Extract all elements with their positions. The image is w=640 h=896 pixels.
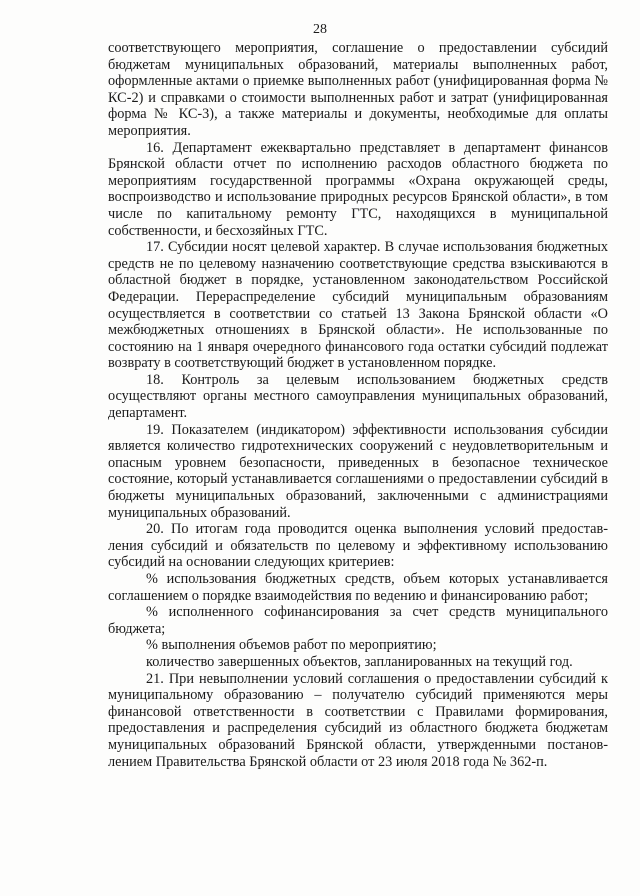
paragraph-17: 17. Субсидии носят целевой характер. В случае использования бюджетных средств не по целевому назначению соответствующие средства взыскиваются в областной бюджет в порядке, установленном законодательством Российской Федерации. Перераспределение субсидий муниципальным образованиям осуществляется в соответствии со статьей 13 Закона Брянской области «О межбюджетных отношениях в Брянской области». Не использованные по состоянию на 1 января очередного финансового года остатки субсидий подлежат возврату в соответствующий бюджет в установленном порядке. (108, 239, 608, 372)
document-body (108, 40, 608, 770)
paragraph-18: 18. Контроль за целевым использованием бюджетных средств осуществляют органы местного самоуправления муниципальных образований, департамент. (108, 371, 608, 422)
criterion-completed-objects: количество завершенных объектов, запланированных на текущий год. (146, 653, 573, 670)
paragraph-16: 16. Департамент ежеквартально представляет в департамент финансов Брянской области отчет по исполнению расходов областного бюджета по мероприятиям государственной программы «Охрана окружающей среды, воспроизводство и использование природных ресурсов Брянской области», в том числе по капитальному ремонту ГТС, находящихся в муниципальной собственности, и бесхозяйных ГТС. (108, 139, 608, 239)
paragraph-21: 21. При невыполнении условий соглашения о предоставлении субсидий к муниципальному образованию – получателю субсидий применяются меры финансовой ответственности в соответствии с Правилами формирования, предоставления и распределения субсидий из областного бюджета бюджетам муниципальных образований Брянской области, утвержденными постановлением Правительства Брянской области от 23 июля 2018 года № 362-п. (108, 670, 608, 770)
page-number: 28 (313, 22, 327, 37)
paragraph-20: 20. По итогам года проводится оценка выполнения условий предоставления субсидий и обязательств по целевому и эффективному использованию субсидий на основании следующих критериев: (108, 521, 608, 571)
criterion-cofinancing: % исполненного софинансирования за счет средств муниципального бюджета; (108, 604, 608, 637)
criterion-budget-usage: % использования бюджетных средств, объем которых устанавливается соглашением о порядке взаимодействия по ведению и финансированию работ; (108, 571, 608, 604)
paragraph-continuation: соответствующего мероприятия, соглашение о предоставлении субсидий бюджетам муниципальных образований, материалы выполненных работ, оформленные актами о приемке выполненных работ (унифицированная форма № КС-2) и справками о стоимости выполненных работ и затрат (унифицированная форма № КС-3), а также материалы и документы, необходимые для оплаты мероприятия. (108, 40, 608, 139)
criterion-work-volume: % выполнения объемов работ по мероприятию; (146, 637, 437, 654)
paragraph-19: 19. Показателем (индикатором) эффективности использования субсидии является количество гидротехнических сооружений с неудовлетворительным и опасным уровнем безопасности, приведенных в безопасное техническое состояние, который устанавливается соглашениями о предоставлении субсидий в бюджеты муниципальных образований, заключенными с администрациями муниципальных образований. (108, 421, 608, 521)
